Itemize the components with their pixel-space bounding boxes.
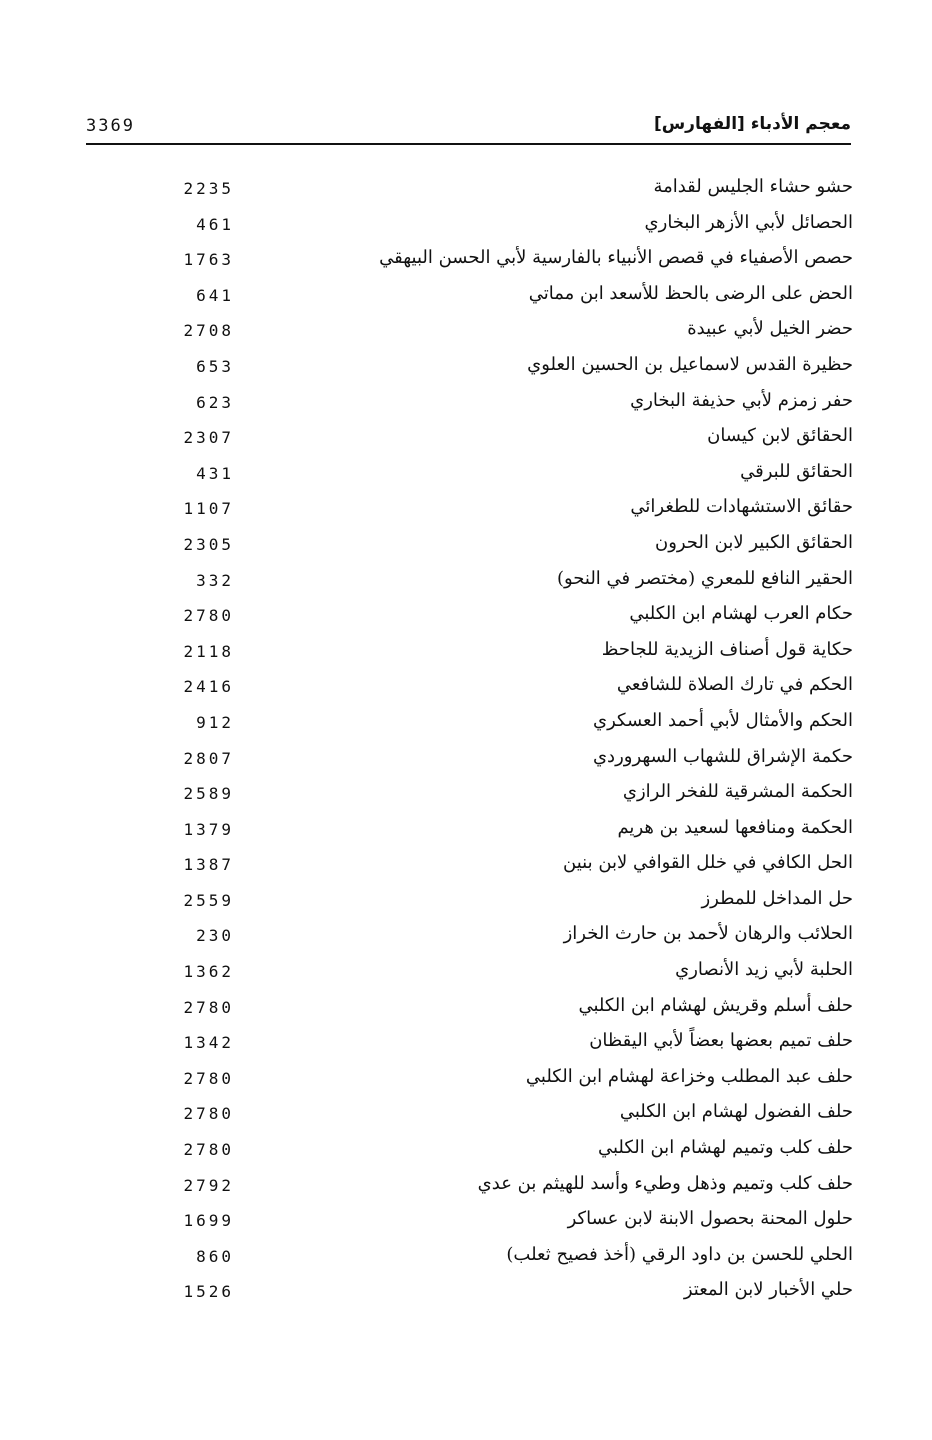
entry-page-number: 230 <box>196 926 234 946</box>
index-entry <box>150 174 853 210</box>
entry-page-number: 912 <box>196 712 234 732</box>
index-entry <box>150 850 853 886</box>
entry-title: الحلبة لأبي زيد الأنصاري <box>675 959 853 981</box>
entry-page-number: 2416 <box>183 677 234 697</box>
page-number: 3369 <box>86 116 135 136</box>
entry-title: حشو حشاء الجليس لقدامة <box>653 176 853 197</box>
entry-title: حل المداخل للمطرز <box>701 887 853 909</box>
index-entry <box>150 494 853 530</box>
entry-page-number: 2780 <box>183 1068 234 1088</box>
index-entry <box>150 1099 853 1135</box>
entry-title: الحلي للحسن بن داود الرقي (أخذ فصيح ثعلب) <box>506 1243 853 1265</box>
index-entry <box>150 1135 853 1171</box>
entry-title: حلف تميم بعضها بعضاً لأبي اليقظان <box>589 1030 853 1052</box>
entry-title: حلف كلب وتميم وذهل وطيء وأسد للهيثم بن عدي <box>477 1172 853 1194</box>
entry-title: الحكمة المشرقية للفخر الرازي <box>622 781 853 803</box>
entry-page-number: 2118 <box>183 641 234 661</box>
index-entry <box>150 352 853 388</box>
index-entry <box>150 1277 853 1313</box>
entry-page-number: 641 <box>196 285 234 305</box>
entry-title: الحل الكافي في خلل القوافي لابن بنين <box>563 852 853 874</box>
entry-page-number: 1379 <box>183 819 234 839</box>
entry-page-number: 2780 <box>183 997 234 1017</box>
entry-title: حقائق الاستشهادات للطغرائي <box>630 496 853 518</box>
entry-page-number: 2780 <box>183 1140 234 1160</box>
index-entries-list <box>150 174 853 1313</box>
entry-page-number: 860 <box>196 1246 234 1266</box>
entry-page-number: 461 <box>196 214 234 234</box>
entry-title: حلف أسلم وقريش لهشام ابن الكلبي <box>578 994 853 1016</box>
entry-title: الحقير النافع للمعري (مختصر في النحو) <box>556 567 853 589</box>
entry-page-number: 1387 <box>183 855 234 875</box>
entry-page-number: 2780 <box>183 1104 234 1124</box>
entry-page-number: 332 <box>196 570 234 590</box>
entry-title: الحصائل لأبي الأزهر البخاري <box>644 211 853 233</box>
index-entry <box>150 815 853 851</box>
entry-page-number: 2589 <box>183 784 234 804</box>
index-entry <box>150 601 853 637</box>
index-entry <box>150 637 853 673</box>
entry-page-number: 431 <box>196 463 234 483</box>
index-entry <box>150 886 853 922</box>
entry-page-number: 2780 <box>183 606 234 626</box>
index-entry <box>150 744 853 780</box>
index-entry <box>150 1206 853 1242</box>
entry-title: الحكمة ومنافعها لسعيد بن هريم <box>617 816 853 838</box>
entry-title: حصص الأصفياء في قصص الأنبياء بالفارسية لأبي الحسن البيهقي <box>379 247 853 269</box>
entry-page-number: 1763 <box>183 250 234 270</box>
entry-title: حظيرة القدس لاسماعيل بن الحسين العلوي <box>527 353 853 375</box>
entry-page-number: 1107 <box>183 499 234 519</box>
index-entry <box>150 993 853 1029</box>
index-entry <box>150 210 853 246</box>
index-entry <box>150 957 853 993</box>
entry-title: حلف كلب وتميم لهشام ابن الكلبي <box>597 1137 853 1159</box>
index-entry <box>150 316 853 352</box>
index-entry <box>150 423 853 459</box>
entry-title: حلف الفضول لهشام ابن الكلبي <box>619 1101 853 1123</box>
entry-title: الحقائق لابن كيسان <box>707 425 853 447</box>
index-entry <box>150 921 853 957</box>
entry-title: حلي الأخبار لابن المعتز <box>683 1279 853 1301</box>
entry-page-number: 2305 <box>183 534 234 554</box>
entry-page-number: 623 <box>196 392 234 412</box>
entry-page-number: 2307 <box>183 428 234 448</box>
entry-page-number: 2235 <box>183 179 234 198</box>
entry-title: الحلائب والرهان لأحمد بن حارث الخراز <box>563 923 853 945</box>
entry-title: حلف عبد المطلب وخزاعة لهشام ابن الكلبي <box>525 1065 853 1087</box>
index-entry <box>150 281 853 317</box>
entry-title: حكمة الإشراق للشهاب السهروردي <box>592 745 853 767</box>
entry-title: الحكم في تارك الصلاة للشافعي <box>616 674 853 696</box>
entry-title: الحقائق للبرقي <box>740 460 853 482</box>
entry-title: حكاية قول أصناف الزيدية للجاحظ <box>601 638 853 660</box>
index-entry <box>150 530 853 566</box>
index-entry <box>150 1028 853 1064</box>
entry-title: الحقائق الكبير لابن الحرون <box>654 531 853 553</box>
index-entry <box>150 1064 853 1100</box>
entry-title: حضر الخيل لأبي عبيدة <box>687 318 853 340</box>
running-title: معجم الأدباء [الفهارس] <box>653 114 851 134</box>
entry-page-number: 1699 <box>183 1211 234 1231</box>
entry-page-number: 2792 <box>183 1175 234 1195</box>
entry-page-number: 1362 <box>183 962 234 982</box>
index-entry <box>150 1171 853 1207</box>
entry-title: الحض على الرضى بالحظ للأسعد ابن مماتي <box>528 282 853 304</box>
index-entry <box>150 459 853 495</box>
entry-page-number: 2559 <box>183 890 234 910</box>
index-entry <box>150 708 853 744</box>
entry-title: حلول المحنة بحصول الابنة لابن عساكر <box>567 1208 853 1230</box>
entry-title: حفر زمزم لأبي حذيفة البخاري <box>630 389 853 411</box>
entry-page-number: 1342 <box>183 1033 234 1053</box>
entry-page-number: 2708 <box>183 321 234 341</box>
index-entry <box>150 566 853 602</box>
index-entry <box>150 779 853 815</box>
index-entry <box>150 388 853 424</box>
page-header <box>86 110 851 144</box>
index-entry <box>150 245 853 281</box>
index-entry <box>150 672 853 708</box>
entry-page-number: 653 <box>196 356 234 376</box>
index-entry <box>150 1242 853 1278</box>
entry-page-number: 1526 <box>183 1282 234 1302</box>
entry-title: الحكم والأمثال لأبي أحمد العسكري <box>593 709 853 731</box>
header-divider <box>86 143 851 145</box>
entry-page-number: 2807 <box>183 748 234 768</box>
entry-title: حكام العرب لهشام ابن الكلبي <box>629 603 853 625</box>
